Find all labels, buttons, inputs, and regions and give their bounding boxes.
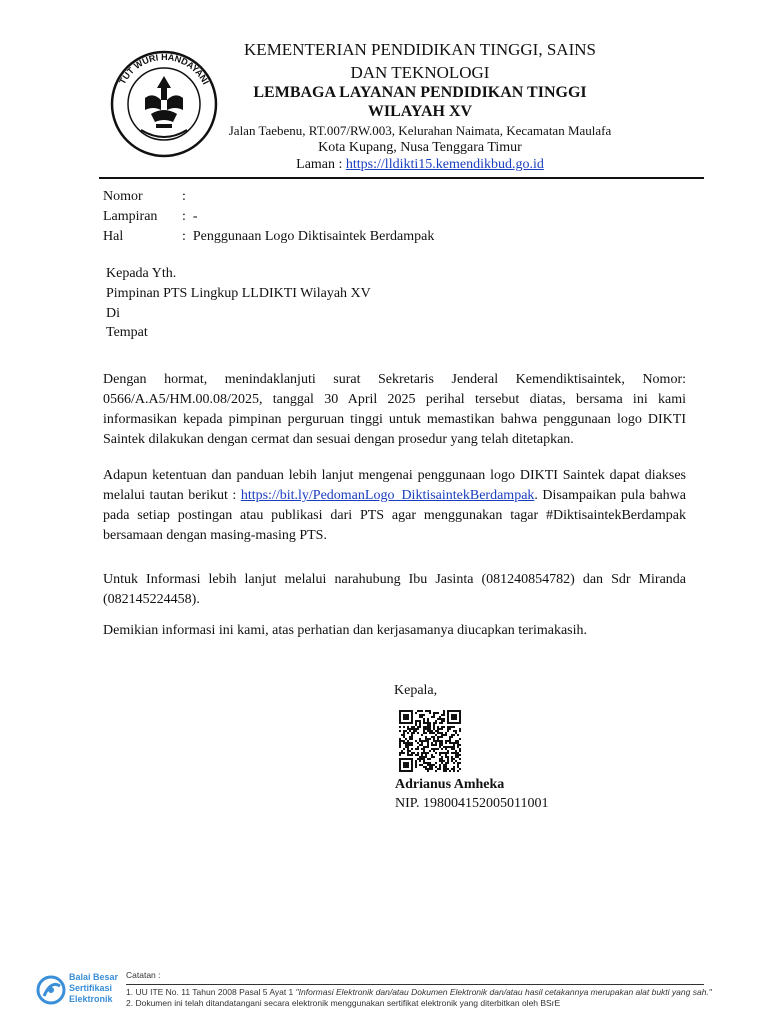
body-paragraph-2 [103,466,686,546]
bsre-logo [36,972,132,1008]
recipient-line4: Tempat [106,325,148,340]
agency-title-line1: LEMBAGA LAYANAN PENDIDIKAN TINGGI [253,84,587,101]
footer-note-1 [126,987,716,998]
website-label: Laman : [296,157,346,172]
recipient-line2: Pimpinan PTS Lingkup LLDIKTI Wilayah XV [106,286,371,301]
bsre-line3: Elektronik [69,994,113,1004]
signature-title: Kepala, [394,683,438,698]
guideline-link[interactable]: https://bit.ly/PedomanLogo_DiktisaintekBerdampak [240,488,535,503]
body-paragraph-2-text-b: . Disampaikan pula bahwa pada setiap postingan atau publikasi dari PTS agar menggunakan tagar #DiktisaintekBerdampak bersamaan dengan masing-masing PTS. [103,488,686,543]
signature-qr-code [399,710,461,772]
signatory-name: Adrianus Amheka [395,777,505,792]
bsre-emblem-icon [36,974,66,1006]
nomor-value: : [182,189,186,204]
lampiran-label: Lampiran [103,209,158,224]
recipient-line1: Kepada Yth. [106,266,177,281]
recipient-line3: Di [106,306,120,321]
lampiran-value: : - [182,209,198,224]
agency-title-line2: WILAYAH XV [367,103,473,120]
footer-notes-title: Catatan : [126,970,161,980]
footer-note-2: 2. Dokumen ini telah ditandatangani secara elektronik menggunakan sertifikat elektronik yang diterbitkan oleh BSrE [126,998,561,1008]
bsre-line2: Sertifikasi [69,983,113,993]
body-paragraph-4: Demikian informasi ini kami, atas perhatian dan kerjasamanya diucapkan terimakasih. [103,623,587,638]
website-line [212,156,628,173]
logo-motto: TUT WURI HANDAYANI [117,51,211,87]
body-paragraph-3: Untuk Informasi lebih lanjut melalui narahubung Ibu Jasinta (081240854782) dan Sdr Miranda (082145224458). [103,572,686,607]
website-link[interactable]: https://lldikti15.kemendikbud.go.id [345,157,544,172]
letterhead-divider [99,177,704,179]
hal-label: Hal [103,229,124,244]
body-paragraph-2-text-a: Adapun ketentuan dan panduan lebih lanjut mengenai penggunaan logo DIKTI Saintek dapat diakses melalui tautan berikut : [103,468,686,503]
body-paragraph-1: Dengan hormat, menindaklanjuti surat Sekretaris Jenderal Kemendiktisaintek, Nomor: 0566/A.A5/HM.00.08/2025, tanggal 30 April 2025 perihal tersebut diatas, bersama ini kami informasikan kepada pimpinan perguruan tinggi untuk memastikan bahwa penggunaan logo DIKTI Saintek dilakukan dengan cermat dan sesuai dengan prosedur yang telah ditetapkan. [103,372,686,447]
ministry-title-line2: DAN TEKNOLOGI [350,63,490,82]
ministry-title-line1: KEMENTERIAN PENDIDIKAN TINGGI, SAINS [244,40,596,59]
footer-note-1-prefix: 1. UU ITE No. 11 Tahun 2008 Pasal 5 Ayat 1 [126,987,296,997]
footer-divider [126,984,704,985]
bsre-line1: Balai Besar [69,972,119,982]
address-line2: Kota Kupang, Nusa Tenggara Timur [318,140,522,155]
signatory-nip: NIP. 198004152005011001 [395,796,549,811]
hal-value: : Penggunaan Logo Diktisaintek Berdampak [182,229,435,244]
nomor-label: Nomor [103,189,143,204]
address-line1: Jalan Taebenu, RT.007/RW.003, Kelurahan Naimata, Kecamatan Maulafa [228,123,612,138]
footer-note-1-quote: "Informasi Elektronik dan/atau Dokumen Elektronik dan/atau hasil cetakannya merupakan alat bukti yang sah." [295,987,712,997]
